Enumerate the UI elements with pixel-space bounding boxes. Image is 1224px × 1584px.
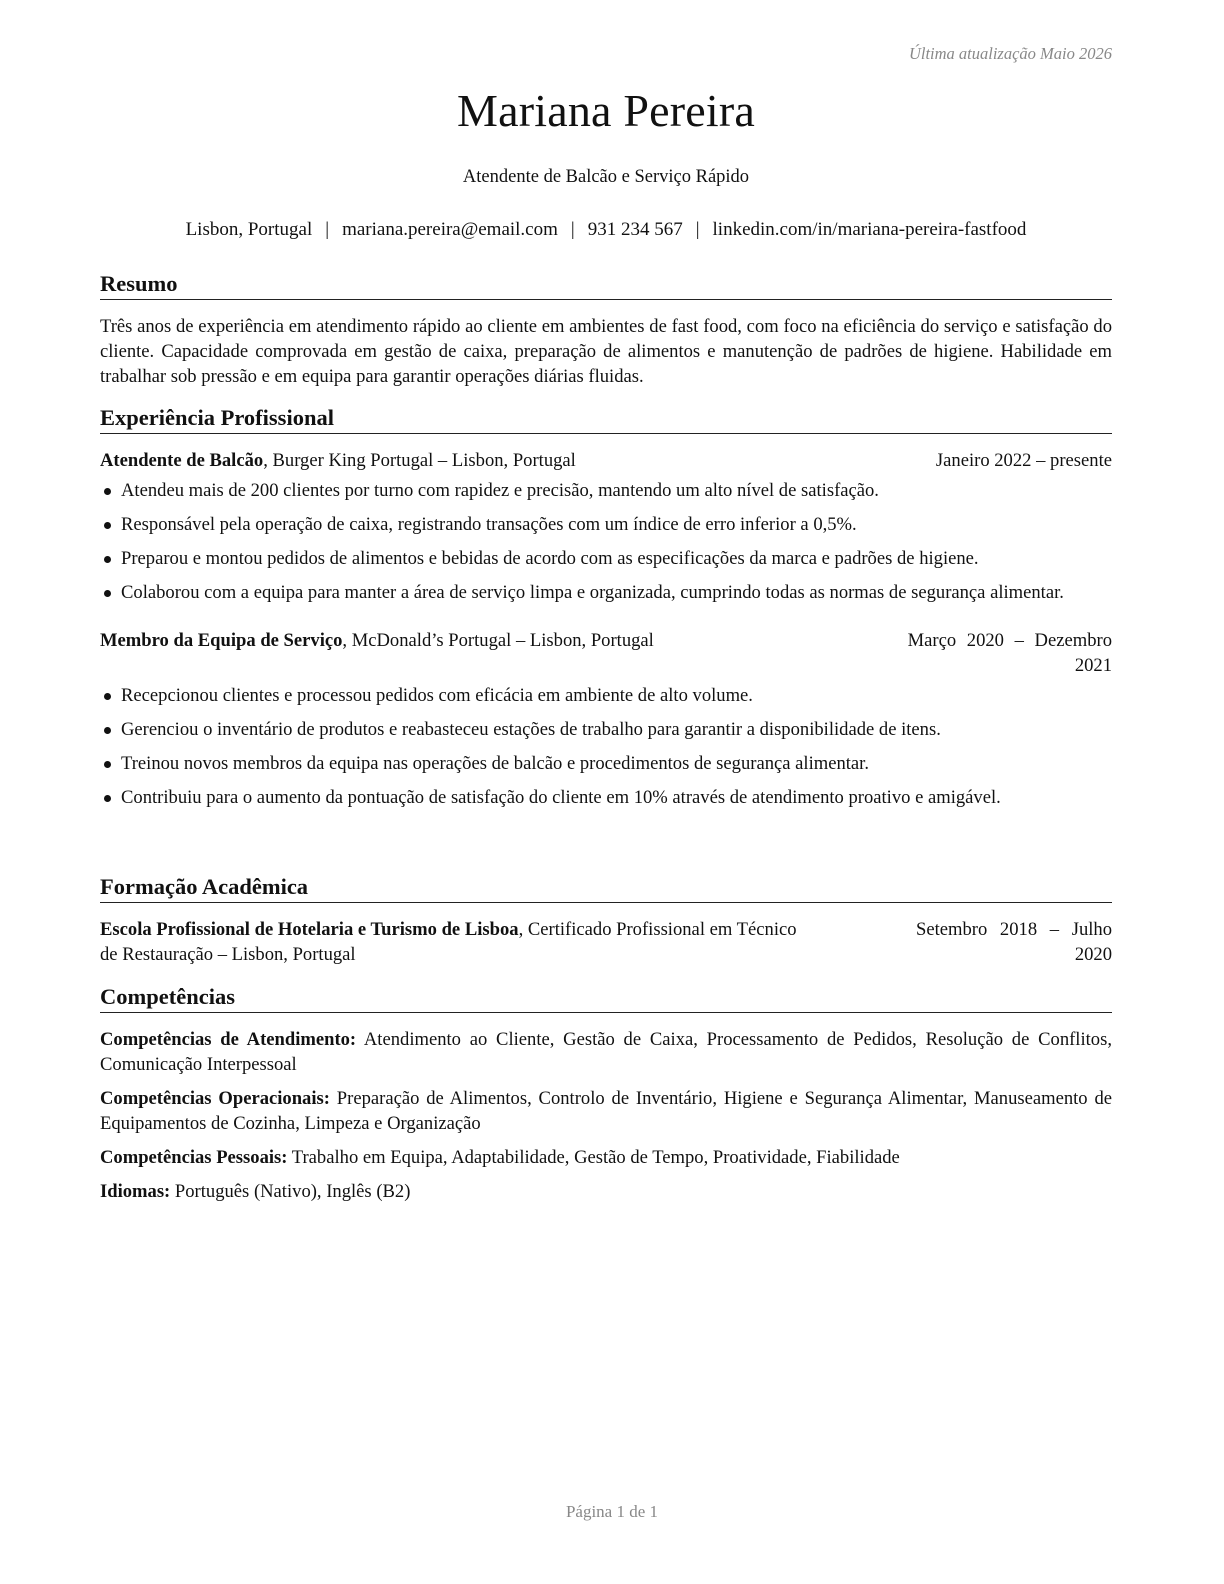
job-dates: [908, 628, 1112, 678]
job-bullet: Treinou novos membros da equipa nas operações de balcão e procedimentos de segurança alimentar.: [100, 751, 1112, 776]
last-updated: Última atualização Maio 2026: [908, 44, 1112, 63]
job-company: , McDonald’s Portugal – Lisbon, Portugal: [342, 630, 654, 651]
section-title: Resumo: [100, 270, 1112, 300]
candidate-headline: Atendente de Balcão e Serviço Rápido: [462, 167, 750, 187]
job-entry: [100, 628, 1112, 810]
skill-label: Competências Pessoais:: [100, 1147, 288, 1168]
contact-separator: |: [570, 219, 575, 240]
job-company: , Burger King Portugal – Lisbon, Portugal: [263, 450, 576, 471]
skill-line: [100, 1145, 1112, 1170]
job-dates-line: 2021: [1074, 655, 1112, 676]
job-bullet: Gerenciou o inventário de produtos e reabasteceu estações de trabalho para garantir a disponibilidade de itens.: [100, 717, 1112, 742]
job-bullets: [100, 478, 1112, 605]
job-bullet: Recepcionou clientes e processou pedidos com eficácia em ambiente de alto volume.: [100, 683, 1112, 708]
page-number: Página 1 de 1: [565, 1502, 659, 1521]
skills-section: [100, 983, 1112, 1204]
job-dates: Janeiro 2022 – presente: [935, 450, 1112, 471]
education-dates: [916, 917, 1112, 967]
education-entry: [100, 917, 1112, 967]
skill-line: [100, 1086, 1112, 1136]
job-bullets: [100, 683, 1112, 810]
section-title: Formação Acadêmica: [100, 873, 1112, 903]
section-title: Competências: [100, 983, 1112, 1013]
experience-section: [100, 404, 1112, 810]
job-bullet: Preparou e montou pedidos de alimentos e bebidas de acordo com as especificações da marca e padrões de higiene.: [100, 546, 1112, 571]
contact-email[interactable]: mariana.pereira@email.com: [342, 219, 558, 240]
education-degree-cont: de Restauração – Lisbon, Portugal: [100, 944, 356, 965]
job-entry: [100, 448, 1112, 605]
job-role: Membro da Equipa de Serviço: [100, 630, 343, 651]
contact-separator: |: [325, 219, 330, 240]
job-header: [100, 448, 1112, 473]
skill-line: [100, 1027, 1112, 1077]
contact-linkedin[interactable]: linkedin.com/in/mariana-pereira-fastfood: [712, 219, 1027, 240]
skill-line: [100, 1179, 1112, 1204]
job-bullet: Responsável pela operação de caixa, registrando transações com um índice de erro inferior a 0,5%.: [100, 512, 1112, 537]
job-bullet: Colaborou com a equipa para manter a área de serviço limpa e organizada, cumprindo todas as normas de segurança alimentar.: [100, 580, 1112, 605]
skill-value: Trabalho em Equipa, Adaptabilidade, Gestão de Tempo, Proatividade, Fiabilidade: [287, 1147, 900, 1168]
contact-separator: |: [695, 219, 700, 240]
contact-line: [100, 219, 1112, 241]
skill-label: Competências Operacionais:: [100, 1088, 330, 1109]
education-dates-line: Setembro 2018 – Julho: [916, 919, 1112, 940]
candidate-name: Mariana Pereira: [456, 85, 755, 136]
section-title: Experiência Profissional: [100, 404, 1112, 434]
contact-location: Lisbon, Portugal: [185, 219, 313, 240]
job-bullet: Contribuiu para o aumento da pontuação de satisfação do cliente em 10% através de atendimento proativo e amigável.: [100, 785, 1112, 810]
contact-phone: 931 234 567: [587, 219, 683, 240]
job-dates-line: Março 2020 – Dezembro: [907, 630, 1112, 651]
job-role: Atendente de Balcão: [100, 450, 264, 471]
skill-value: Português (Nativo), Inglês (B2): [170, 1181, 411, 1202]
job-header: [100, 628, 1112, 678]
education-degree: , Certificado Profissional em Técnico: [518, 919, 797, 940]
skill-label: Idiomas:: [100, 1181, 171, 1202]
summary-text: Três anos de experiência em atendimento rápido ao cliente em ambientes de fast food, com foco na eficiência do serviço e satisfação do cliente. Capacidade comprovada em gestão de caixa, preparação de alimentos e manutenção de padrões de higiene. Habilidade em trabalhar sob pressão e em equipa para garantir operações diárias fluidas.: [100, 316, 1112, 387]
skill-value: Atendimento ao Cliente, Gestão de Caixa, Processamento de Pedidos, Resolução de Conflitos, Comunicação Interpessoal: [100, 1029, 1112, 1075]
skill-label: Competências de Atendimento:: [100, 1029, 357, 1050]
skill-value: Preparação de Alimentos, Controlo de Inventário, Higiene e Segurança Alimentar, Manuseamento de Equipamentos de Cozinha, Limpeza e Organização: [100, 1088, 1112, 1134]
job-bullet: Atendeu mais de 200 clientes por turno com rapidez e precisão, mantendo um alto nível de satisfação.: [100, 478, 1112, 503]
education-dates-line: 2020: [1074, 944, 1112, 965]
education-section: [100, 873, 1112, 967]
summary-section: [100, 270, 1112, 389]
education-school: Escola Profissional de Hotelaria e Turismo de Lisboa: [100, 919, 519, 940]
